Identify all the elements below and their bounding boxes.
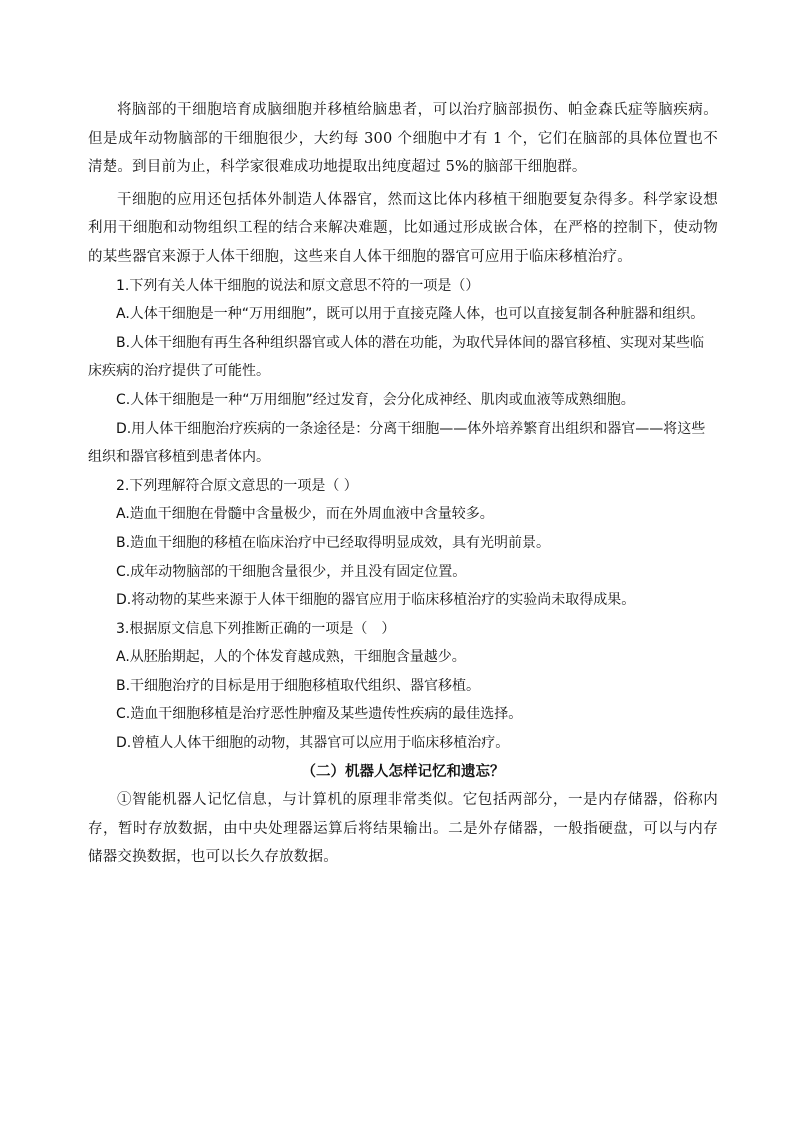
question-1-option-d: D.用人体干细胞治疗疾病的一条途径是：分离干细胞——体外培养繁育出组织和器官——将这些组织和器官移植到患者体内。 (88, 420, 706, 466)
passage-paragraph-1: 将脑部的干细胞培育成脑细胞并移植给脑患者，可以治疗脑部损伤、帕金森氏症等脑疾病。但是成年动物脑部的干细胞很少，大约每 300 个细胞中才有 1 个，它们在脑部的具体位置也不清楚。到目前为止，科学家很难成功地提取出纯度超过 5%的脑部干细胞群。 (88, 102, 718, 176)
section-2-title: （二）机器人怎样记忆和遗忘？ (301, 762, 505, 780)
section-2-paragraph-1: ①智能机器人记忆信息，与计算机的原理非常类似。它包括两部分，一是内存储器，俗称内存，暂时存放数据，由中央处理器运算后将结果输出。二是外存储器，一般指硬盘，可以与内存储器交换数据，也可以长久存放数据。 (88, 792, 718, 866)
question-3-option-b: B.干细胞治疗的目标是用于细胞移植取代组织、器官移植。 (116, 677, 481, 694)
question-2-option-a: A.造血干细胞在骨髓中含量极少，而在外周血液中含量较多。 (116, 506, 494, 523)
question-3-option-a: A.从胚胎期起，人的个体发育越成熟，干细胞含量越少。 (116, 649, 466, 666)
question-1-option-b: B.人体干细胞有再生各种组织器官或人体的潜在功能，为取代异体间的器官移植、实现对某些临床疾病的治疗提供了可能性。 (88, 334, 705, 380)
question-2-stem: 2.下列理解符合原文意思的一项是（ ） (116, 477, 358, 494)
question-2-option-b: B.造血干细胞的移植在临床治疗中已经取得明显成效，具有光明前景。 (116, 534, 551, 551)
passage-paragraph-2: 干细胞的应用还包括体外制造人体器官，然而这比体内移植干细胞要复杂得多。科学家设想利用干细胞和动物组织工程的结合来解决难题，比如通过形成嵌合体，在严格的控制下，使动物的某些器官来源于人体干细胞，这些来自人体干细胞的器官可应用于临床移植治疗。 (88, 191, 718, 265)
question-1-option-a: A.人体干细胞是一种“万用细胞”，既可以用于直接克隆人体，也可以直接复制各种脏器和组织。 (116, 306, 705, 323)
question-2-option-d: D.将动物的某些来源于人体干细胞的器官应用于临床移植治疗的实验尚未取得成果。 (116, 592, 636, 609)
question-3-option-c: C.造血干细胞移植是治疗恶性肿瘤及某些遗传性疾病的最佳选择。 (116, 706, 523, 723)
question-1-option-c: C.人体干细胞是一种“万用细胞”经过发育，会分化成神经、肌肉或血液等成熟细胞。 (116, 391, 635, 408)
question-3-stem: 3.根据原文信息下列推断正确的一项是（ ） (116, 620, 396, 637)
document-page (88, 96, 718, 872)
question-1-stem: 1.下列有关人体干细胞的说法和原文意思不符的一项是（） (116, 277, 480, 294)
question-2-option-c: C.成年动物脑部的干细胞含量很少，并且没有固定位置。 (116, 563, 467, 580)
question-3-option-d: D.曾植人人体干细胞的动物，其器官可以应用于临床移植治疗。 (116, 735, 510, 752)
